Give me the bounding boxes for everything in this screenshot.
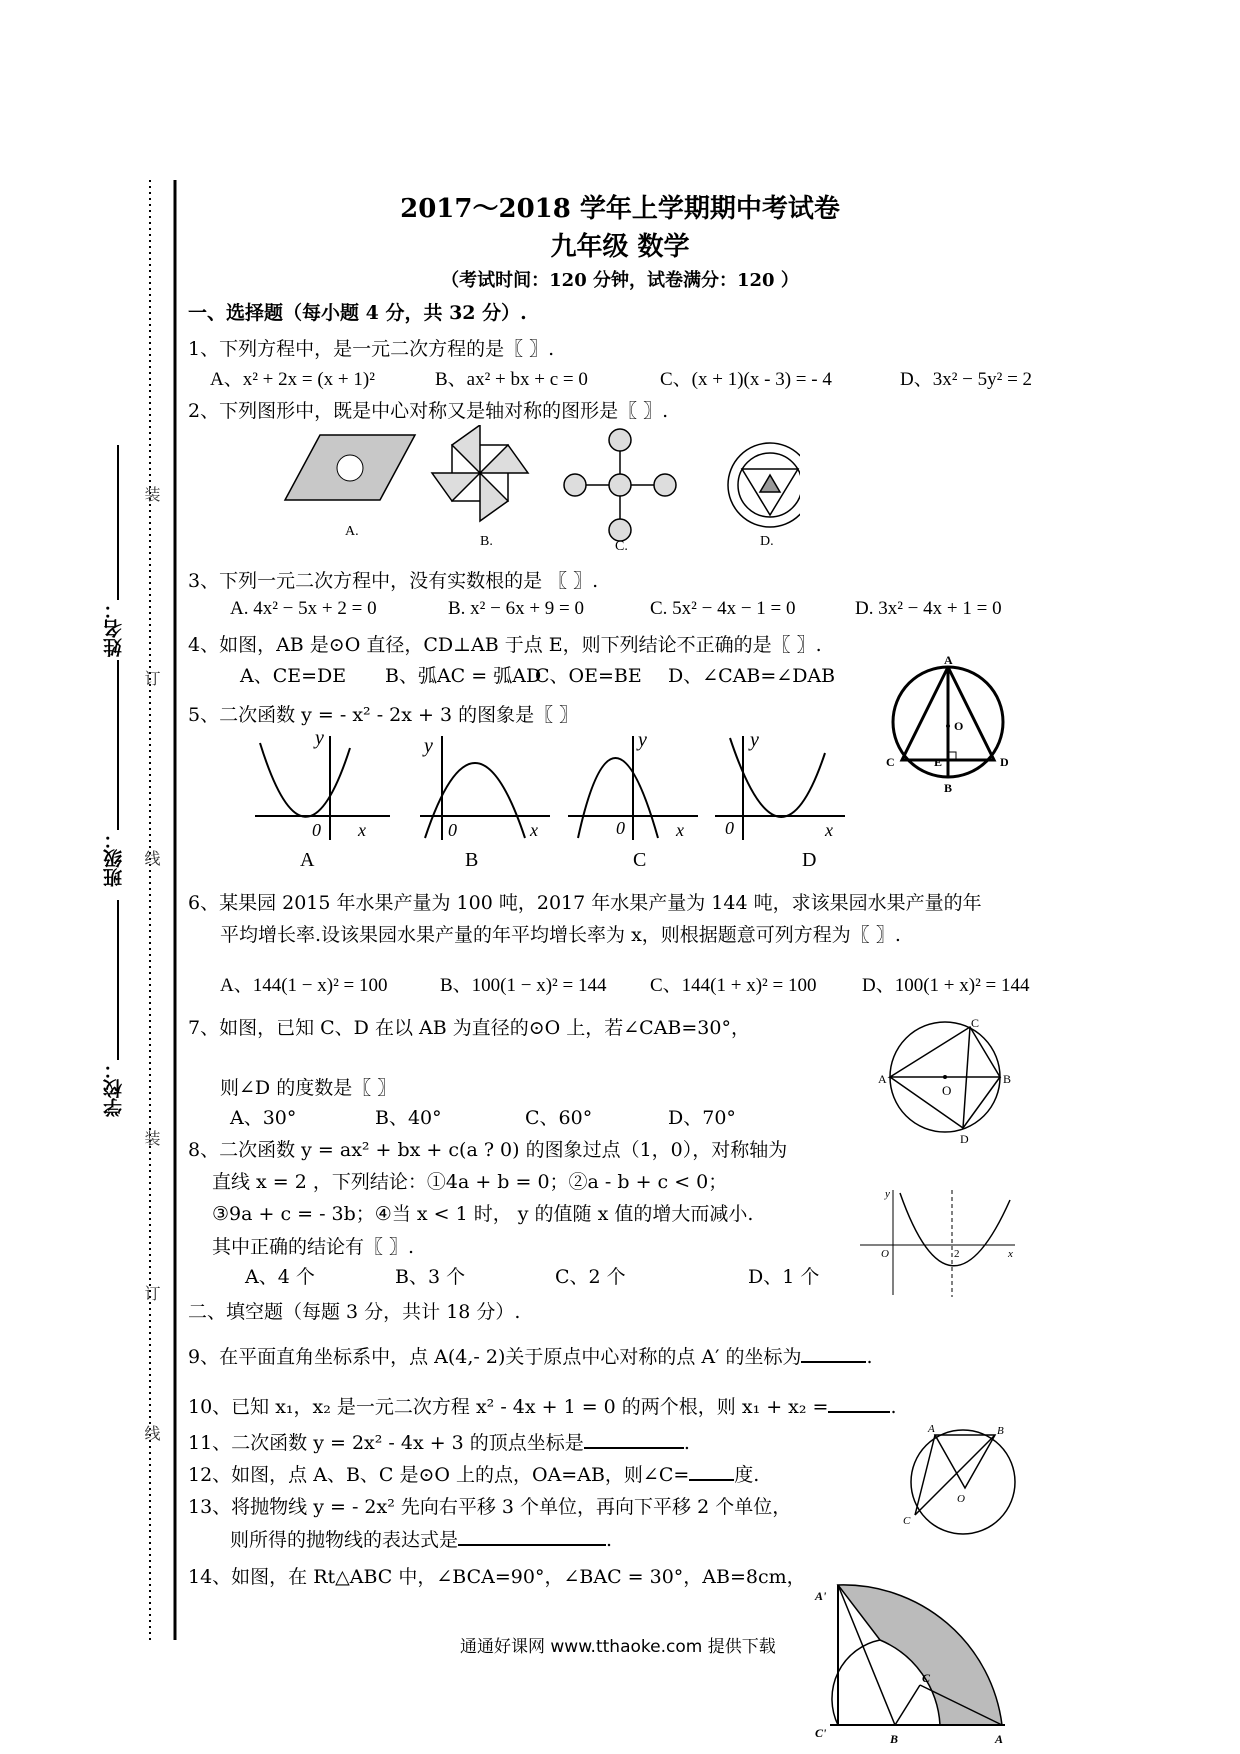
- option: B、ax² + bx + c = 0: [435, 369, 588, 390]
- answer-blank[interactable]: [584, 1429, 684, 1449]
- option: D、∠CAB=∠DAB: [668, 665, 836, 687]
- option: D. 3x² − 4x + 1 = 0: [855, 598, 1002, 619]
- svg-text:B: B: [890, 1732, 899, 1746]
- footer-text: 通通好课网 www.tthaoke.com 提供下载: [460, 1637, 776, 1657]
- svg-text:x: x: [358, 820, 366, 840]
- svg-text:2: 2: [954, 1248, 960, 1260]
- question-stem: 5、二次函数 y = - x² - 2x + 3 的图象是〖 〗: [188, 704, 579, 726]
- question-text: 9、在平面直角坐标系中，点 A(4,- 2)关于原点中心对称的点 A′ 的坐标为: [188, 1346, 802, 1368]
- question-text: 11、二次函数 y = 2x² - 4x + 3 的顶点坐标是: [188, 1432, 584, 1454]
- svg-text:0: 0: [448, 820, 457, 840]
- fill-question: 12、如图，点 A、B、C 是⊙O 上的点，OA=AB，则∠C= 度.: [188, 1460, 759, 1487]
- svg-text:O: O: [881, 1248, 889, 1260]
- circle-hole: [337, 455, 363, 481]
- figure-label: A.: [345, 524, 359, 539]
- svg-text:O: O: [954, 719, 964, 733]
- question-stem: 3、下列一元二次方程中，没有实数根的是 〖 〗.: [188, 570, 599, 592]
- svg-text:D: D: [1000, 755, 1009, 769]
- svg-text:y: y: [750, 729, 759, 751]
- svg-text:C: C: [633, 849, 647, 868]
- svg-text:E: E: [934, 755, 943, 769]
- svg-text:x: x: [676, 820, 684, 840]
- option: D、70°: [668, 1107, 736, 1129]
- option: C、(x + 1)(x - 3) = - 4: [660, 369, 832, 390]
- option: B、100(1 − x)² = 144: [440, 975, 607, 996]
- fill-question: 则所得的抛物线的表达式是 .: [230, 1525, 612, 1552]
- q5-graphs: [250, 728, 850, 868]
- svg-text:0: 0: [725, 818, 734, 838]
- exam-subtitle: 九年级 数学: [550, 232, 690, 262]
- fill-question: 9、在平面直角坐标系中，点 A(4,- 2)关于原点中心对称的点 A′ 的坐标为 .: [188, 1342, 873, 1369]
- question-stem: 14、如图，在 Rt△ABC 中，∠BCA=90°，∠BAC = 30°，AB=8cm，: [188, 1566, 806, 1588]
- fill-question: 10、已知 x₁，x₂ 是一元二次方程 x² - 4x + 1 = 0 的两个根，则 x₁ + x₂ = .: [188, 1392, 897, 1419]
- graph-b: [420, 735, 550, 840]
- option: A、4 个: [245, 1266, 315, 1288]
- exam-title: 2017～2018 学年上学期期中考试卷: [400, 194, 840, 224]
- svg-text:A': A': [815, 1589, 827, 1603]
- option: A. 4x² − 5x + 2 = 0: [230, 598, 377, 619]
- class-field-label: 班级：: [103, 830, 125, 887]
- margin-mark: 装: [142, 486, 161, 502]
- question-stem: 7、如图，已知 C、D 在以 AB 为直径的⊙O 上，若∠CAB=30°，: [188, 1017, 750, 1039]
- svg-text:B: B: [465, 849, 479, 868]
- svg-text:y: y: [315, 728, 324, 749]
- fill-question: 11、二次函数 y = 2x² - 4x + 3 的顶点坐标是 .: [188, 1428, 690, 1455]
- question-stem: 平均增长率.设该果园水果产量的年平均增长率为 x，则根据题意可列方程为〖 〗.: [220, 924, 901, 946]
- svg-text:A: A: [944, 653, 953, 667]
- figure-label: B.: [480, 534, 493, 549]
- school-field-label: 学校：: [103, 1060, 125, 1117]
- graph-c: [568, 729, 698, 840]
- svg-text:C: C: [971, 1016, 980, 1030]
- option: D、100(1 + x)² = 144: [862, 975, 1030, 996]
- svg-text:x: x: [530, 820, 538, 840]
- graph-d: [715, 729, 845, 840]
- answer-blank[interactable]: [828, 1393, 890, 1413]
- margin-mark: 线: [142, 850, 161, 866]
- margin-mark: 装: [142, 1130, 161, 1146]
- svg-text:C: C: [922, 1671, 931, 1685]
- question-stem: 则∠D 的度数是〖 〗: [220, 1077, 397, 1099]
- svg-text:D: D: [802, 849, 817, 868]
- option: C. 5x² − 4x − 1 = 0: [650, 598, 796, 619]
- option: C、60°: [525, 1107, 593, 1129]
- svg-text:A: A: [300, 849, 315, 868]
- margin-mark: 订: [142, 670, 161, 686]
- question-stem: 6、某果园 2015 年水果产量为 100 吨，2017 年水果产量为 144 吨，求该果园水果产量的年: [188, 892, 982, 914]
- margin-mark: 线: [142, 1425, 161, 1441]
- question-stem: 4、如图，AB 是⊙O 直径，CD⊥AB 于点 E，则下列结论不正确的是〖 〗.: [188, 634, 822, 656]
- option: C、OE=BE: [535, 665, 642, 687]
- option: C、144(1 + x)² = 100: [650, 975, 817, 996]
- question-text: 则所得的抛物线的表达式是: [230, 1529, 459, 1551]
- option: B. x² − 6x + 9 = 0: [448, 598, 585, 619]
- question-stem: 2、下列图形中，既是中心对称又是轴对称的图形是〖 〗.: [188, 400, 669, 422]
- question-stem: 13、将抛物线 y = - 2x² 先向右平移 3 个单位，再向下平移 2 个单位，: [188, 1496, 792, 1518]
- option: B、3 个: [395, 1266, 466, 1288]
- section-heading: 二、填空题（每题 3 分，共计 18 分）.: [188, 1301, 521, 1323]
- svg-text:x: x: [1008, 1248, 1013, 1260]
- circle-triangle-figure: [728, 443, 800, 527]
- q2-figures: [280, 425, 800, 555]
- option: A、144(1 − x)² = 100: [220, 975, 388, 996]
- option: B、40°: [375, 1107, 442, 1129]
- pinwheel-figure: [432, 425, 528, 521]
- svg-text:y: y: [638, 729, 647, 751]
- answer-blank[interactable]: [689, 1461, 734, 1481]
- svg-text:0: 0: [312, 820, 321, 840]
- question-stem: ③9a + c = - 3b；④当 x < 1 时， y 的值随 x 值的增大而减小.: [212, 1203, 754, 1225]
- svg-text:B: B: [1003, 1072, 1012, 1086]
- svg-text:A: A: [995, 1732, 1004, 1746]
- q8-figure: [855, 1185, 1025, 1300]
- question-text: 10、已知 x₁，x₂ 是一元二次方程 x² - 4x + 1 = 0 的两个根，则 x₁ + x₂ =: [188, 1396, 829, 1418]
- svg-text:0: 0: [616, 818, 625, 838]
- svg-text:D: D: [960, 1132, 969, 1145]
- q12-figure: [895, 1420, 1030, 1545]
- svg-text:y: y: [885, 1188, 890, 1200]
- section-heading: 一、选择题（每小题 4 分，共 32 分）.: [188, 302, 527, 324]
- svg-text:O: O: [957, 1493, 965, 1505]
- svg-text:O: O: [942, 1083, 952, 1098]
- option: A、x² + 2x = (x + 1)²: [210, 369, 375, 390]
- figure-label: D.: [760, 534, 774, 549]
- option: D、3x² − 5y² = 2: [900, 369, 1033, 390]
- name-field-label: 姓名：: [103, 600, 125, 657]
- question-stem: 1、下列方程中，是一元二次方程的是〖 〗.: [188, 338, 555, 360]
- q4-figure: [880, 650, 1020, 800]
- question-stem: 直线 x = 2 ，下列结论：①4a + b = 0；②a - b + c < 0；: [212, 1171, 728, 1193]
- svg-text:A: A: [928, 1423, 935, 1435]
- option: C、2 个: [555, 1266, 626, 1288]
- margin-mark: 订: [142, 1285, 161, 1301]
- svg-text:A: A: [878, 1072, 887, 1086]
- option: A、30°: [230, 1107, 297, 1129]
- svg-text:B: B: [944, 781, 953, 795]
- svg-text:y: y: [424, 735, 433, 757]
- svg-text:C: C: [903, 1515, 911, 1527]
- figure-label: C.: [615, 539, 628, 554]
- exam-info: （考试时间：120 分钟，试卷满分：120 ）: [441, 270, 799, 291]
- question-text: 12、如图，点 A、B、C 是⊙O 上的点，OA=AB，则∠C=: [188, 1464, 690, 1486]
- option: B、弧AC = 弧AD: [385, 665, 542, 687]
- option: A、CE=DE: [240, 665, 347, 687]
- answer-blank[interactable]: [458, 1526, 606, 1546]
- cross-circles-figure: [564, 429, 676, 541]
- svg-text:C: C: [886, 755, 895, 769]
- question-stem: 8、二次函数 y = ax² + bx + c(a ? 0) 的图象过点（1，0），对称轴为: [188, 1139, 788, 1161]
- graph-a: [255, 728, 390, 840]
- svg-text:B: B: [997, 1425, 1004, 1437]
- q14-figure: [810, 1575, 1020, 1750]
- q7-figure: [875, 1015, 1025, 1145]
- option: D、1 个: [748, 1266, 820, 1288]
- question-stem: 其中正确的结论有〖 〗.: [212, 1236, 415, 1258]
- answer-blank[interactable]: [801, 1343, 866, 1363]
- svg-text:C': C': [815, 1726, 827, 1740]
- svg-text:x: x: [825, 820, 833, 840]
